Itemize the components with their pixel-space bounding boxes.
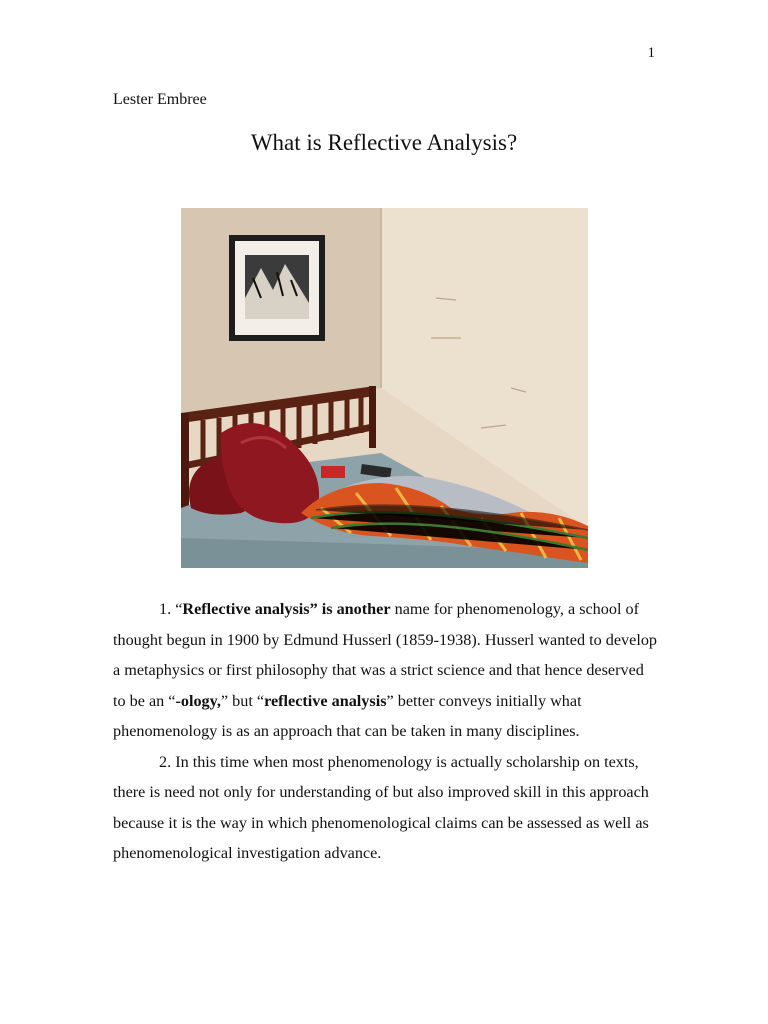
bedroom-photo [181,208,588,568]
document-title: What is Reflective Analysis? [250,130,518,155]
body-text [113,594,659,869]
paragraph-1 [113,594,659,747]
p1-bold-reflective-analysis: reflective analysis [264,691,387,710]
framed-picture [229,235,325,341]
p1-text-g: ” better conveys initially what phenomenology is as an approach that can be taken in many disciplines. [113,691,582,740]
p1-text-c: name for phenomenology, a school of thought begun in 1900 by Edmund Husserl (1859-1938). Husserl wanted to develop a metaphysics or first philosophy that was a strict science and that hence deserved to be an “ [113,600,658,710]
p1-bold-ology: -ology, [175,691,221,710]
p1-text-e: ” but “ [220,691,265,710]
author-name: Lester Embree [113,91,207,108]
paragraph-2: 2. In this time when most phenomenology is actually scholarship on texts, there is need not only for understanding of but also improved skill in this approach because it is the way in which phenomenological claims can be assessed as well as phenomenological investigation advance. [113,752,649,862]
page-number: 1 [647,45,655,61]
p1-text-a: 1. “ [159,600,183,618]
p1-bold-phrase: Reflective analysis” is another [182,600,391,618]
